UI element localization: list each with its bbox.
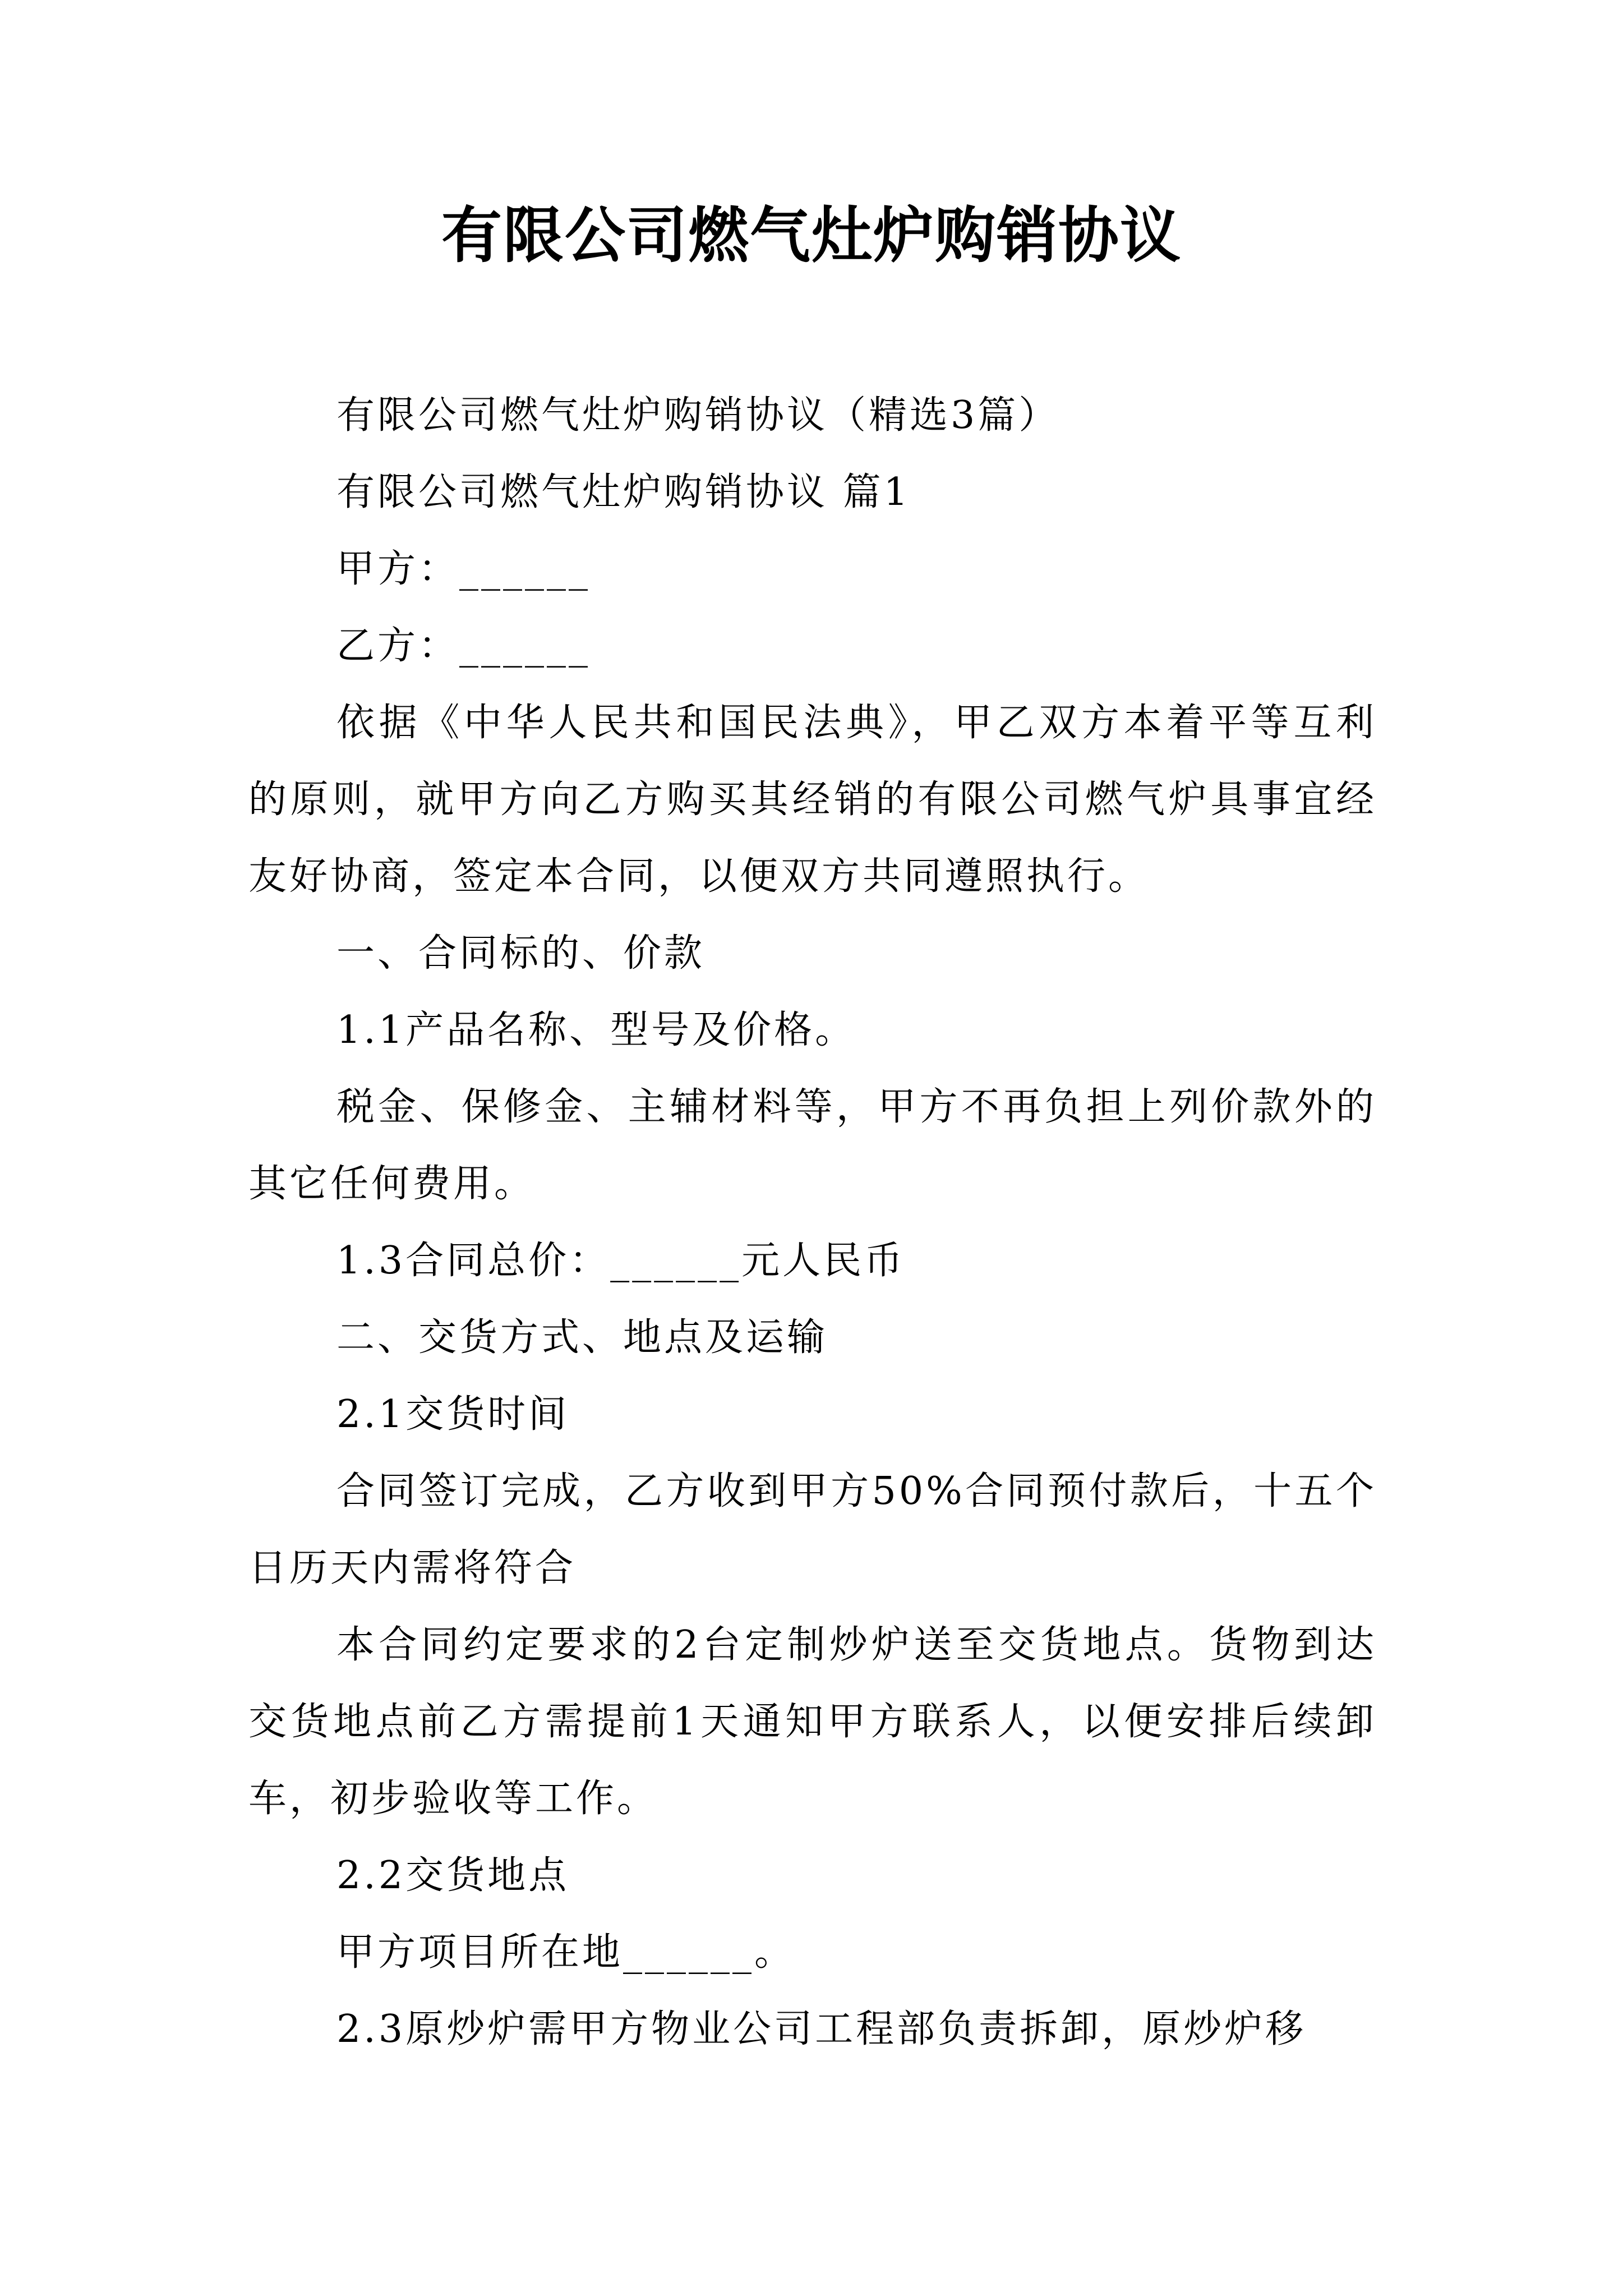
paragraph: 2.1交货时间 <box>336 1392 570 1437</box>
paragraph: 1.3合同总价：______元人民币 <box>336 1239 906 1283</box>
paragraph: 税金、保修金、主辅材料等，甲方不再负担上列价款外的其它任何费用。 <box>248 1085 1377 1206</box>
paragraph: 本合同约定要求的2台定制炒炉送至交货地点。货物到达交货地点前乙方需提前1天通知甲方联系人，以便安排后续卸车，初步验收等工作。 <box>248 1623 1377 1821</box>
paragraph: 有限公司燃气灶炉购销协议（精选3篇） <box>336 393 1060 438</box>
paragraph: 甲方项目所在地______。 <box>336 1930 796 1975</box>
paragraph: 2.2交货地点 <box>336 1853 570 1898</box>
document-title: 有限公司燃气灶炉购销协议 <box>441 200 1182 271</box>
section-heading: 一、合同标的、价款 <box>336 931 706 976</box>
paragraph: 2.3原炒炉需甲方物业公司工程部负责拆卸，原炒炉移 <box>336 2007 1307 2051</box>
document-body <box>248 377 1377 2068</box>
paragraph: 甲方：______ <box>336 547 591 591</box>
paragraph: 合同签订完成，乙方收到甲方50%合同预付款后，十五个日历天内需将符合 <box>248 1469 1377 1590</box>
paragraph: 1.1产品名称、型号及价格。 <box>336 1008 856 1052</box>
paragraph: 有限公司燃气灶炉购销协议 篇1 <box>336 470 911 514</box>
section-heading: 二、交货方式、地点及运输 <box>336 1315 828 1360</box>
paragraph: 依据《中华人民共和国民法典》，甲乙双方本着平等互利的原则，就甲方向乙方购买其经销的有限公司燃气炉具事宜经友好协商，签定本合同，以便双方共同遵照执行。 <box>248 701 1377 899</box>
paragraph: 乙方：______ <box>336 624 591 668</box>
